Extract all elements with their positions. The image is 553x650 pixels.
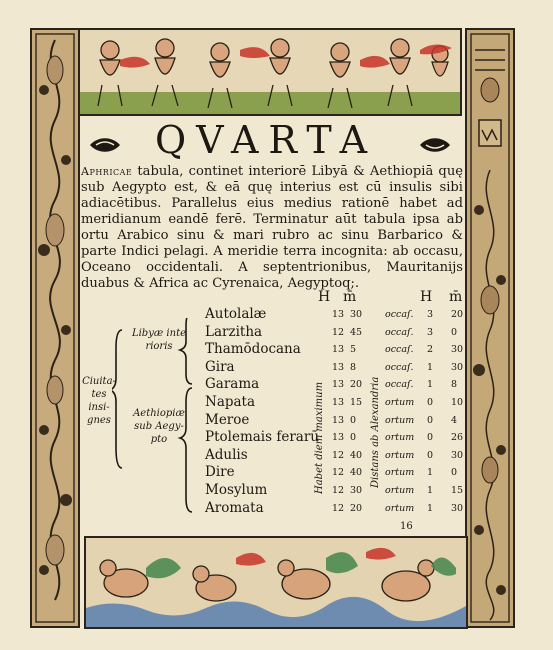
direction: occaſ.	[385, 379, 414, 391]
column-header-hours-1: H	[318, 289, 331, 305]
distance-hours: 0	[427, 432, 434, 444]
right-border-ornament-illustration	[467, 30, 513, 626]
bottom-woodcut-panel	[84, 536, 468, 629]
distance-hours: 2	[427, 344, 434, 356]
longest-day-minutes: 30	[350, 309, 363, 320]
distance-minutes: 10	[451, 397, 464, 408]
table-row	[205, 447, 470, 465]
table-braces	[112, 318, 212, 518]
table-row	[205, 376, 470, 394]
direction: ortum	[385, 397, 415, 408]
label-civitates-line-2: tes insi-	[88, 389, 110, 413]
longest-day-hours: 12	[332, 326, 345, 338]
longest-day-minutes: 45	[350, 326, 363, 338]
longest-day-minutes: 5	[350, 344, 357, 356]
table-row	[205, 482, 470, 500]
distance-minutes: 30	[451, 344, 464, 356]
city-name: Thamōdocana	[205, 341, 301, 358]
label-aethiopiae-line-3: pto	[150, 434, 168, 445]
table-row	[205, 429, 470, 447]
city-name: Meroe	[205, 411, 250, 428]
table-row	[205, 500, 470, 518]
longest-day-minutes: 8	[350, 361, 357, 373]
direction: ortum	[385, 432, 415, 444]
distance-minutes: 0	[451, 467, 458, 479]
direction: occaſ.	[385, 326, 414, 338]
distance-hours: 3	[427, 309, 434, 320]
vertical-label-distance: Distans ab Alexandria	[370, 376, 381, 488]
distance-hours: 3	[427, 326, 434, 338]
distance-hours: 1	[427, 502, 434, 514]
distance-minutes: 0	[451, 326, 458, 338]
libyae-brace	[180, 318, 192, 384]
label-civitates-line-3: gnes	[87, 415, 111, 426]
table-row	[205, 341, 470, 359]
top-woodcut-panel	[78, 28, 462, 116]
city-name: Ptolemais ferarū	[205, 429, 319, 446]
page-number: 16	[400, 521, 413, 532]
direction: ortum	[385, 449, 415, 461]
longest-day-hours: 13	[332, 397, 345, 408]
direction: ortum	[385, 502, 415, 514]
label-aethiopiae-line-2: sub Aegy-	[134, 421, 184, 432]
city-name: Dire	[205, 464, 235, 481]
city-name: Adulis	[205, 446, 248, 463]
left-ornamental-border	[30, 28, 80, 628]
longest-day-hours: 13	[332, 309, 345, 320]
table-row	[205, 359, 470, 377]
page-title: QVARTA	[154, 118, 378, 162]
left-border-ornament-illustration	[32, 30, 78, 626]
right-ornamental-border	[465, 28, 515, 628]
city-name: Mosylum	[205, 482, 268, 498]
distance-hours: 0	[427, 414, 434, 426]
distance-minutes: 30	[451, 449, 464, 461]
longest-day-hours: 13	[332, 432, 345, 444]
longest-day-minutes: 15	[350, 397, 363, 408]
longest-day-hours: 12	[332, 502, 345, 514]
distance-minutes: 20	[451, 309, 464, 320]
longest-day-hours: 13	[332, 414, 345, 426]
intro-capital-word: Aphricae	[81, 165, 133, 178]
city-name: Autolalæ	[205, 306, 267, 322]
direction: occaſ.	[385, 309, 414, 320]
longest-day-minutes: 20	[350, 502, 363, 514]
table-row	[205, 464, 470, 482]
direction: occaſ.	[385, 361, 414, 373]
distance-minutes: 8	[451, 379, 458, 391]
longest-day-minutes: 40	[350, 467, 363, 479]
outer-brace	[112, 330, 122, 468]
longest-day-minutes: 20	[350, 379, 363, 391]
direction: ortum	[385, 414, 415, 426]
longest-day-minutes: 40	[350, 449, 363, 461]
longest-day-hours: 12	[332, 467, 345, 479]
right-fleuron-icon	[418, 136, 452, 154]
city-name: Napata	[205, 394, 256, 410]
direction: occaſ.	[385, 344, 414, 356]
intro-paragraph	[81, 164, 463, 292]
column-header-minutes-1: m̄	[343, 289, 357, 305]
intro-text: tabula, continet interiorē Libyā & Aethiopiā quę sub Aegypto est, & eā quę interius est cū insulis sibi adiacētibus. Parallelus eius medius rationē habet ad meridianum eandē ferē. Terminatur aūt tabula ipsa ab ortu Arabico sinu & mari rubro ac sinu Barbarico & parte Indici pelagi. A meridie terra incognita: ab occasu, Oceano occidentali. A septentrionibus, Mauritanijs duabus & Africa ac Cyrenaica, Aegyptoq;.	[81, 164, 463, 291]
distance-hours: 0	[427, 449, 434, 461]
table-row	[205, 412, 470, 430]
label-civitates-line-1: Ciuita-	[82, 376, 116, 387]
longest-day-hours: 13	[332, 344, 345, 356]
distance-hours: 1	[427, 467, 434, 479]
distance-hours: 1	[427, 485, 434, 496]
putti-woodcut-illustration	[80, 30, 460, 114]
table-row	[205, 324, 470, 342]
label-libyae-line-1: Libyæ inte	[131, 328, 187, 339]
distance-minutes: 15	[451, 485, 464, 496]
longest-day-hours: 12	[332, 449, 345, 461]
table-row	[205, 306, 470, 324]
direction: ortum	[385, 467, 415, 479]
aethiopiae-brace	[180, 388, 192, 512]
distance-minutes: 26	[451, 432, 464, 444]
direction: ortum	[385, 485, 415, 496]
longest-day-minutes: 0	[350, 432, 357, 444]
label-aethiopiae-line-1: Aethiopiæ	[133, 408, 185, 419]
column-header-hours-2: H	[420, 289, 433, 305]
longest-day-hours: 12	[332, 485, 345, 496]
longest-day-hours: 13	[332, 379, 345, 391]
city-name: Gira	[205, 358, 235, 375]
table-row	[205, 394, 470, 412]
distance-hours: 0	[427, 397, 434, 408]
sea-creatures-woodcut-illustration	[86, 538, 466, 627]
column-header-minutes-2: m̄	[449, 289, 463, 305]
longest-day-hours: 13	[332, 361, 345, 373]
distance-hours: 1	[427, 361, 434, 373]
distance-minutes: 30	[451, 361, 464, 373]
distance-minutes: 4	[451, 414, 458, 426]
distance-minutes: 30	[451, 502, 464, 514]
distance-hours: 1	[427, 379, 434, 391]
city-name: Garama	[205, 376, 260, 393]
city-name: Larzitha	[205, 323, 263, 340]
city-name: Aromata	[205, 499, 264, 516]
longest-day-minutes: 30	[350, 485, 363, 496]
longest-day-minutes: 0	[350, 414, 357, 426]
vertical-label-longest-day: Habet diem maximum	[314, 381, 325, 494]
label-libyae-line-2: rioris	[145, 341, 173, 352]
